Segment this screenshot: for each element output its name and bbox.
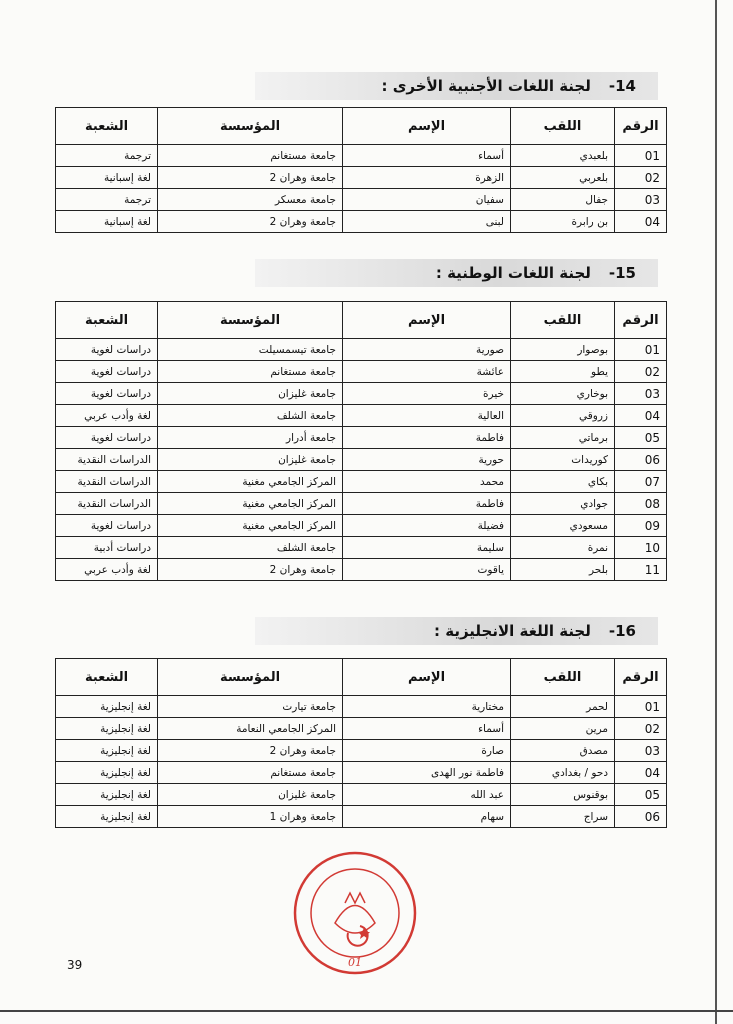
header-institution: المؤسسة [158,302,343,339]
section-14-heading [255,72,658,100]
section-number: 14- [608,77,636,95]
cell-num: 11 [615,559,667,581]
cell-institution: جامعة وهران 2 [158,740,343,762]
cell-institution: المركز الجامعي النعامة [158,718,343,740]
cell-name: العالية [343,405,511,427]
cell-branch: لغة وأدب عربي [56,559,158,581]
section-16-heading [255,617,658,645]
table-row [56,405,667,427]
cell-surname: بوقنوس [511,784,615,806]
cell-branch: الدراسات النقدية [56,471,158,493]
cell-institution: جامعة تيارت [158,696,343,718]
cell-num: 03 [615,740,667,762]
header-branch: الشعبة [56,108,158,145]
cell-institution: جامعة الشلف [158,405,343,427]
cell-name: محمد [343,471,511,493]
cell-name: فاطمة [343,493,511,515]
cell-name: صارة [343,740,511,762]
cell-name: فضيلة [343,515,511,537]
table-header-row [56,302,667,339]
cell-institution: جامعة وهران 1 [158,806,343,828]
table-header-row [56,108,667,145]
table-row [56,718,667,740]
cell-name: حورية [343,449,511,471]
cell-institution: جامعة وهران 2 [158,211,343,233]
cell-institution: جامعة مستغانم [158,762,343,784]
cell-num: 07 [615,471,667,493]
table-section-16 [55,658,667,828]
cell-institution: جامعة معسكر [158,189,343,211]
cell-branch: لغة إسبانية [56,211,158,233]
cell-branch: لغة إنجليزية [56,806,158,828]
cell-branch: دراسات لغوية [56,383,158,405]
cell-num: 02 [615,718,667,740]
cell-surname: بلعربي [511,167,615,189]
cell-name: سليمة [343,537,511,559]
header-branch: الشعبة [56,302,158,339]
cell-num: 03 [615,383,667,405]
header-branch: الشعبة [56,659,158,696]
cell-name: صورية [343,339,511,361]
header-num: الرقم [615,302,667,339]
cell-branch: لغة إنجليزية [56,762,158,784]
cell-name: الزهرة [343,167,511,189]
cell-num: 10 [615,537,667,559]
table-row [56,145,667,167]
cell-institution: جامعة مستغانم [158,145,343,167]
cell-surname: برماتي [511,427,615,449]
cell-institution: جامعة وهران 2 [158,167,343,189]
cell-branch: دراسات لغوية [56,339,158,361]
cell-institution: جامعة غليزان [158,784,343,806]
cell-num: 01 [615,339,667,361]
table-row [56,471,667,493]
cell-surname: بكاي [511,471,615,493]
cell-name: فاطمة نور الهدى [343,762,511,784]
table-row [56,696,667,718]
cell-name: سفيان [343,189,511,211]
cell-name: مختارية [343,696,511,718]
table-header-row [56,659,667,696]
cell-num: 08 [615,493,667,515]
cell-branch: لغة إنجليزية [56,784,158,806]
cell-surname: يطو [511,361,615,383]
cell-branch: دراسات لغوية [56,427,158,449]
table-row [56,784,667,806]
cell-name: سهام [343,806,511,828]
cell-surname: زروقي [511,405,615,427]
cell-name: أسماء [343,718,511,740]
section-title: لجنة اللغة الانجليزية : [434,622,591,640]
cell-name: ياقوت [343,559,511,581]
cell-branch: الدراسات النقدية [56,493,158,515]
header-institution: المؤسسة [158,108,343,145]
scan-bottom-line [0,1010,733,1012]
cell-num: 09 [615,515,667,537]
cell-name: عائشة [343,361,511,383]
cell-surname: بلعبدي [511,145,615,167]
cell-institution: المركز الجامعي مغنية [158,515,343,537]
header-num: الرقم [615,659,667,696]
cell-branch: لغة إنجليزية [56,696,158,718]
cell-name: فاطمة [343,427,511,449]
cell-branch: دراسات لغوية [56,515,158,537]
cell-institution: المركز الجامعي مغنية [158,493,343,515]
table-row [56,537,667,559]
cell-surname: بلحر [511,559,615,581]
cell-branch: لغة إنجليزية [56,740,158,762]
cell-surname: بوصوار [511,339,615,361]
ministry-stamp [290,848,420,978]
cell-institution: جامعة تيسمسيلت [158,339,343,361]
cell-branch: الدراسات النقدية [56,449,158,471]
cell-institution: جامعة الشلف [158,537,343,559]
section-number: 15- [608,264,636,282]
cell-surname: مرين [511,718,615,740]
cell-branch: لغة إنجليزية [56,718,158,740]
section-number: 16- [608,622,636,640]
table-row [56,740,667,762]
cell-surname: نمرة [511,537,615,559]
page-number: 39 [67,958,83,972]
cell-name: خيرة [343,383,511,405]
cell-name: عبد الله [343,784,511,806]
table-row [56,189,667,211]
table-section-15 [55,301,667,581]
cell-num: 05 [615,784,667,806]
section-title: لجنة اللغات الأجنبية الأخرى : [381,77,591,95]
table-row [56,383,667,405]
cell-institution: جامعة مستغانم [158,361,343,383]
cell-surname: كوريدات [511,449,615,471]
cell-surname: بوخاري [511,383,615,405]
cell-surname: جوادي [511,493,615,515]
header-institution: المؤسسة [158,659,343,696]
table-row [56,361,667,383]
cell-num: 06 [615,449,667,471]
cell-branch: لغة وأدب عربي [56,405,158,427]
cell-name: لبنى [343,211,511,233]
stamp-number: 01 [348,956,362,969]
cell-surname: جفال [511,189,615,211]
header-num: الرقم [615,108,667,145]
cell-num: 04 [615,405,667,427]
cell-num: 05 [615,427,667,449]
header-name: الإسم [343,108,511,145]
header-surname: اللقب [511,659,615,696]
cell-num: 04 [615,762,667,784]
cell-institution: جامعة وهران 2 [158,559,343,581]
cell-institution: المركز الجامعي مغنية [158,471,343,493]
cell-institution: جامعة غليزان [158,383,343,405]
table-row [56,449,667,471]
cell-branch: ترجمة [56,189,158,211]
header-name: الإسم [343,659,511,696]
cell-branch: ترجمة [56,145,158,167]
table-row [56,515,667,537]
cell-branch: دراسات لغوية [56,361,158,383]
cell-num: 04 [615,211,667,233]
table-section-14 [55,107,667,233]
table-row [56,559,667,581]
cell-num: 01 [615,696,667,718]
cell-institution: جامعة غليزان [158,449,343,471]
cell-num: 01 [615,145,667,167]
table-row [56,762,667,784]
cell-name: أسماء [343,145,511,167]
cell-surname: مسعودي [511,515,615,537]
cell-surname: بن رابرة [511,211,615,233]
table-row [56,167,667,189]
table-row [56,427,667,449]
header-name: الإسم [343,302,511,339]
table-row [56,493,667,515]
header-surname: اللقب [511,302,615,339]
section-title: لجنة اللغات الوطنية : [435,264,591,282]
scan-edge-line [715,0,717,1024]
header-surname: اللقب [511,108,615,145]
section-15-heading [255,259,658,287]
table-row [56,211,667,233]
cell-num: 06 [615,806,667,828]
cell-surname: لحمر [511,696,615,718]
cell-num: 02 [615,167,667,189]
cell-surname: سراج [511,806,615,828]
cell-surname: دحو / بغدادي [511,762,615,784]
cell-num: 03 [615,189,667,211]
table-row [56,339,667,361]
cell-branch: لغة إسبانية [56,167,158,189]
table-row [56,806,667,828]
cell-branch: دراسات أدبية [56,537,158,559]
cell-num: 02 [615,361,667,383]
cell-surname: مصدق [511,740,615,762]
cell-institution: جامعة أدرار [158,427,343,449]
